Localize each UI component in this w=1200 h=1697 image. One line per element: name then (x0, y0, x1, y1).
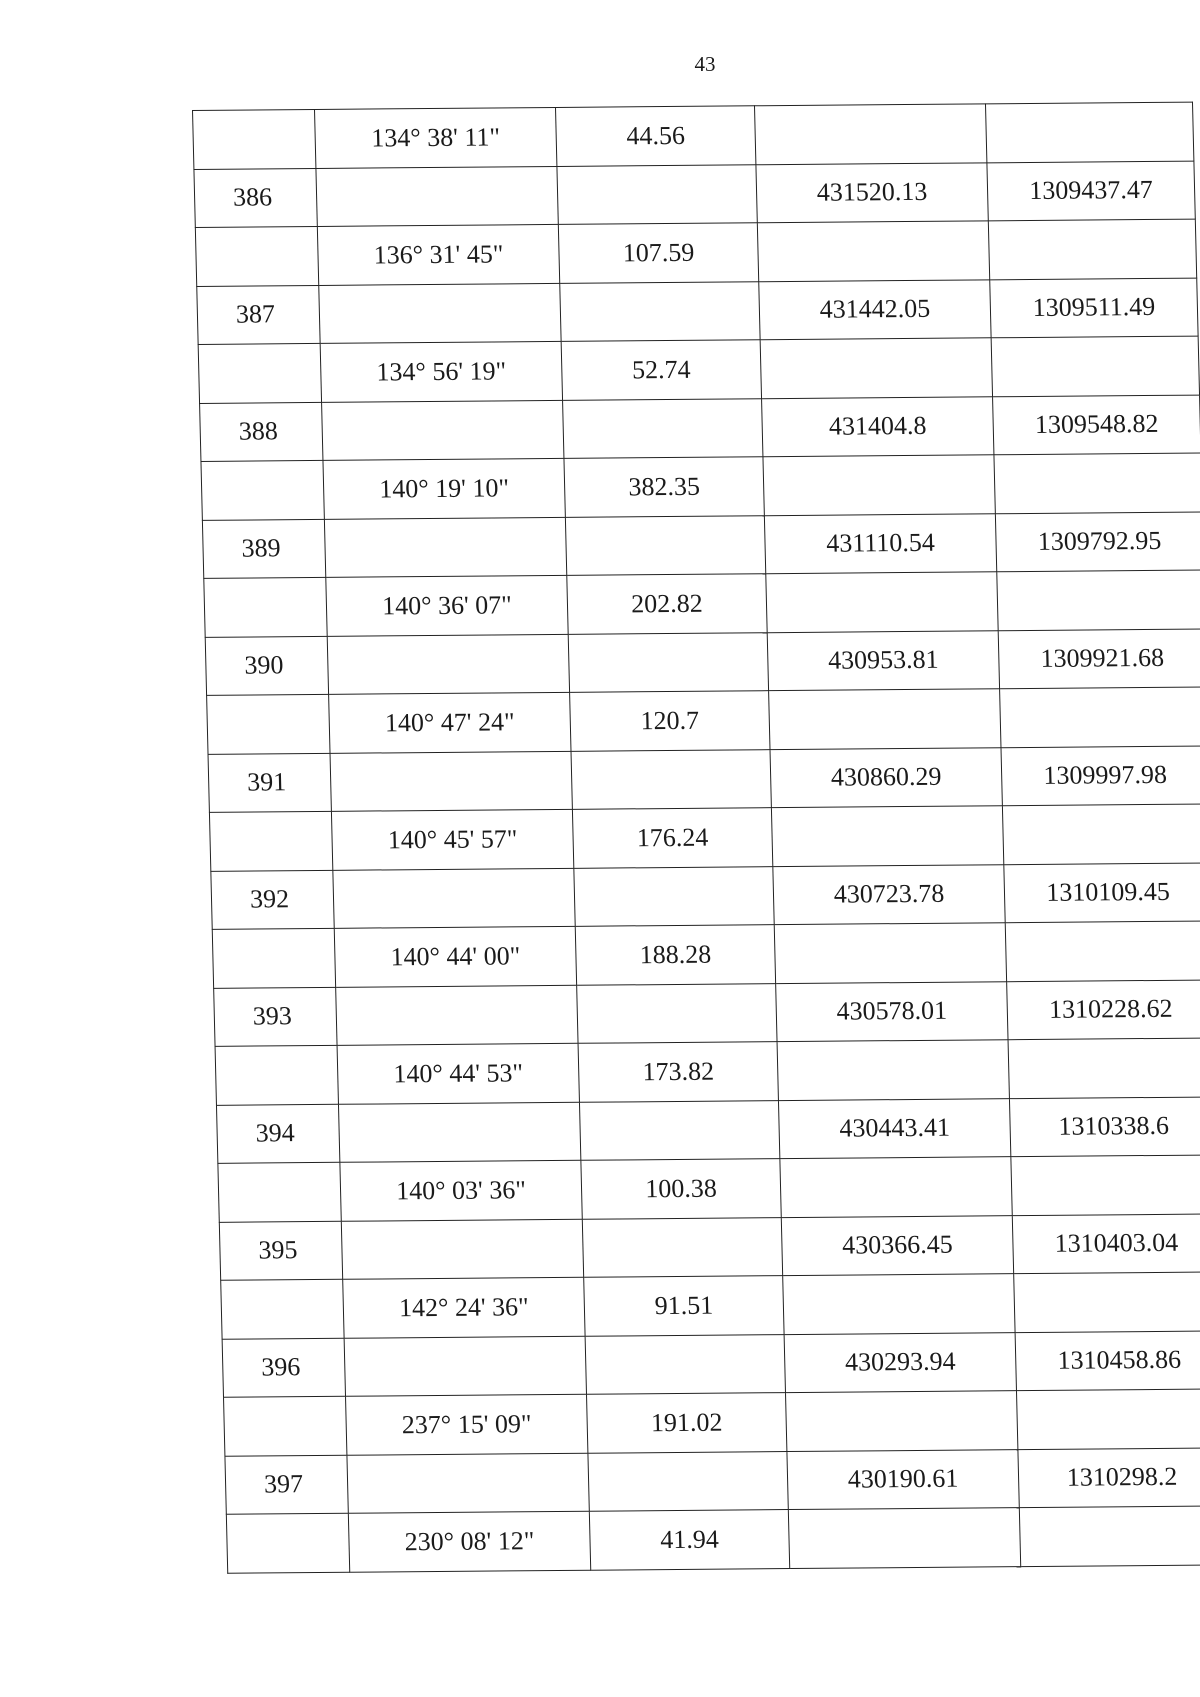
point-cell (201, 460, 324, 520)
distance-cell: 100.38 (581, 1159, 781, 1219)
distance-cell (585, 1334, 785, 1394)
table-row (216, 1096, 1200, 1163)
bearing-cell: 142° 24' 36" (343, 1277, 585, 1338)
easting-cell: 1309548.82 (993, 395, 1200, 455)
easting-cell: 1310109.45 (1004, 862, 1200, 922)
table-row (198, 336, 1199, 403)
table-row (207, 687, 1200, 754)
point-cell (218, 1162, 341, 1222)
point-cell (195, 226, 318, 286)
bearing-cell (319, 283, 561, 344)
easting-cell (985, 102, 1193, 162)
distance-cell: 382.35 (564, 457, 764, 517)
northing-cell (757, 221, 989, 281)
bearing-cell: 134° 38' 11" (315, 107, 557, 168)
bearing-cell: 134° 56' 19" (320, 341, 562, 402)
distance-cell: 176.24 (572, 808, 772, 868)
distance-cell (588, 1451, 788, 1511)
easting-cell (1000, 687, 1200, 747)
distance-cell (565, 515, 765, 575)
bearing-cell (333, 868, 575, 929)
northing-cell: 431404.8 (762, 396, 994, 456)
distance-cell (571, 749, 771, 809)
distance-cell (574, 866, 774, 926)
easting-cell: 1309437.47 (987, 161, 1195, 221)
distance-cell: 91.51 (584, 1276, 784, 1336)
table-row (201, 453, 1200, 520)
distance-cell: 120.7 (570, 691, 770, 751)
table-row (194, 161, 1195, 228)
easting-cell: 1309792.95 (995, 512, 1200, 572)
easting-cell: 1310298.2 (1018, 1447, 1200, 1507)
point-cell (215, 1045, 338, 1105)
table-row (214, 979, 1200, 1046)
distance-cell: 41.94 (589, 1510, 789, 1570)
table-row (219, 1213, 1200, 1280)
easting-cell (1016, 1389, 1200, 1449)
point-cell: 395 (219, 1221, 342, 1281)
easting-cell: 1310458.86 (1015, 1330, 1200, 1390)
easting-cell: 1310338.6 (1009, 1096, 1200, 1156)
northing-cell: 430366.45 (781, 1215, 1013, 1275)
distance-cell (557, 164, 757, 224)
table-body (193, 102, 1200, 1573)
point-cell (209, 811, 332, 871)
northing-cell: 430953.81 (767, 630, 999, 690)
easting-cell: 1309921.68 (998, 629, 1200, 689)
easting-cell (988, 219, 1196, 279)
easting-cell (997, 570, 1200, 630)
northing-cell (785, 1391, 1017, 1451)
point-cell: 389 (202, 519, 325, 579)
easting-cell (1002, 804, 1200, 864)
point-cell: 393 (214, 987, 337, 1047)
point-cell (221, 1279, 344, 1339)
point-cell: 397 (225, 1455, 348, 1515)
northing-cell: 430443.41 (778, 1098, 1010, 1158)
northing-cell: 431442.05 (759, 279, 991, 339)
northing-cell (766, 572, 998, 632)
easting-cell: 1310403.04 (1012, 1213, 1200, 1273)
northing-cell: 431110.54 (764, 513, 996, 573)
survey-coordinates-table (192, 102, 1200, 1574)
point-cell (226, 1513, 349, 1573)
bearing-cell (330, 751, 572, 812)
table-row (209, 804, 1200, 871)
bearing-cell: 136° 31' 45" (317, 224, 559, 285)
point-cell: 394 (216, 1104, 339, 1164)
northing-cell: 430578.01 (776, 981, 1008, 1041)
table-row (222, 1330, 1200, 1397)
table-row (193, 102, 1194, 169)
bearing-cell: 140° 36' 07" (326, 575, 568, 636)
northing-cell: 431520.13 (756, 162, 988, 222)
point-cell: 392 (211, 870, 334, 930)
easting-cell (994, 453, 1200, 513)
bearing-cell: 140° 19' 10" (323, 458, 565, 519)
page-number: 43 (694, 52, 716, 76)
distance-cell (577, 983, 777, 1043)
easting-cell (1005, 921, 1200, 981)
easting-cell (1011, 1155, 1200, 1215)
northing-cell: 430723.78 (773, 864, 1005, 924)
point-cell: 386 (194, 168, 317, 228)
table-row (197, 278, 1198, 345)
northing-cell (754, 104, 986, 164)
table-row (224, 1389, 1200, 1456)
northing-cell: 430293.94 (784, 1332, 1016, 1392)
bearing-cell (322, 400, 564, 461)
bearing-cell: 237° 15' 09" (346, 1394, 588, 1455)
table-row (208, 746, 1200, 813)
point-cell: 390 (205, 636, 328, 696)
northing-cell: 430190.61 (787, 1449, 1019, 1509)
point-cell (193, 109, 316, 169)
bearing-cell (324, 517, 566, 578)
northing-cell (780, 1157, 1012, 1217)
easting-cell: 1309511.49 (990, 278, 1198, 338)
point-cell: 387 (197, 285, 320, 345)
point-cell (204, 577, 327, 637)
bearing-cell (338, 1102, 580, 1163)
easting-cell (1014, 1272, 1200, 1332)
northing-cell (774, 923, 1006, 983)
bearing-cell: 230° 08' 12" (348, 1511, 590, 1572)
distance-cell (560, 281, 760, 341)
distance-cell (582, 1217, 782, 1277)
bearing-cell: 140° 47' 24" (329, 692, 571, 753)
bearing-cell (327, 634, 569, 695)
point-cell: 396 (222, 1338, 345, 1398)
distance-cell: 107.59 (558, 223, 758, 283)
northing-cell (783, 1274, 1015, 1334)
distance-cell (579, 1100, 779, 1160)
distance-cell: 202.82 (567, 574, 767, 634)
point-cell (198, 343, 321, 403)
bearing-cell: 140° 44' 00" (334, 926, 576, 987)
table-row (221, 1272, 1200, 1339)
distance-cell (563, 398, 763, 458)
bearing-cell (336, 985, 578, 1046)
point-cell (224, 1396, 347, 1456)
northing-cell (769, 689, 1001, 749)
point-cell: 388 (200, 402, 323, 462)
table-row (225, 1447, 1200, 1514)
point-cell: 391 (208, 753, 331, 813)
northing-cell (760, 338, 992, 398)
distance-cell: 188.28 (575, 925, 775, 985)
northing-cell (763, 455, 995, 515)
bearing-cell (341, 1219, 583, 1280)
point-cell (207, 694, 330, 754)
easting-cell (991, 336, 1199, 396)
table-row (215, 1038, 1200, 1105)
distance-cell (568, 632, 768, 692)
table-row (205, 629, 1200, 696)
easting-cell: 1309997.98 (1001, 746, 1200, 806)
table-row (195, 219, 1196, 286)
northing-cell: 430860.29 (770, 747, 1002, 807)
distance-cell: 44.56 (555, 106, 755, 166)
point-cell (212, 928, 335, 988)
easting-cell (1019, 1506, 1200, 1566)
bearing-cell: 140° 44' 53" (337, 1043, 579, 1104)
easting-cell: 1310228.62 (1007, 979, 1200, 1039)
table-row (218, 1155, 1200, 1222)
northing-cell (788, 1508, 1020, 1568)
northing-cell (771, 806, 1003, 866)
bearing-cell: 140° 45' 57" (331, 809, 573, 870)
easting-cell (1008, 1038, 1200, 1098)
bearing-cell (344, 1336, 586, 1397)
table-row (212, 921, 1200, 988)
distance-cell: 191.02 (586, 1393, 786, 1453)
bearing-cell: 140° 03' 36" (340, 1160, 582, 1221)
table-row (200, 395, 1200, 462)
distance-cell: 173.82 (578, 1042, 778, 1102)
table-row (226, 1506, 1200, 1573)
table-row (211, 862, 1200, 929)
bearing-cell (347, 1453, 589, 1514)
table-row (204, 570, 1200, 637)
distance-cell: 52.74 (561, 340, 761, 400)
bearing-cell (316, 166, 558, 227)
northing-cell (777, 1040, 1009, 1100)
table-row (202, 512, 1200, 579)
